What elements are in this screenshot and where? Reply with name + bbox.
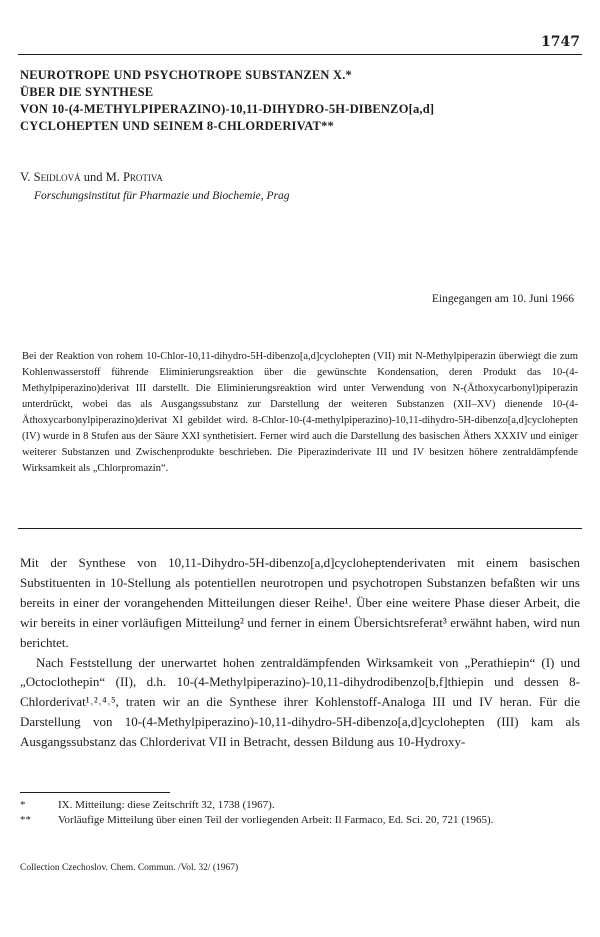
article-body xyxy=(20,553,580,752)
author-name: M. Protiva xyxy=(105,170,163,184)
footnote-text: Vorläufige Mitteilung über einen Teil der vorliegenden Arbeit: Il Farmaco, Ed. Sci. 20, 721 (1965). xyxy=(58,814,494,826)
header-rule xyxy=(18,54,582,55)
abstract: Bei der Reaktion von rohem 10-Chlor-10,11-dihydro-5H-dibenzo[a,d]cyclohepten (VII) mit N-Methylpiperazin überwiegt die zum Kohlenwasserstoff führende Eliminierungsreaktion über die gewünschte Kondensation, deren Produkt das 10-(4-Methylpiperazino)derivat III darstellt. Die Eliminierungsreaktion wird unter Verwendung von N-(Äthoxycarbonyl)piperazin unterdrückt, wobei das als Ausgangssubstanz zur Darstellung der weiteren Substanzen (XII–XV) dienende 10-(4-Äthoxycarbonylpiperazino)derivat XI gebildet wird. 8-Chlor-10-(4-methylpiperazino)-10,11-dihydro-5H-dibenzo[a,d]cyclohepten (IV) wurde in 8 Stufen aus der Säure XXI synthetisiert. Ferner wird auch die Darstellung des basischen Äthers XXXIV und einiger weiterer Substanzen und Zwischenprodukte beschrieben. Die Piperazinderivate III und IV besitzen höhere zentraldämpfende Wirksamkeit als „Chlorpromazin“. xyxy=(22,351,578,474)
footnote xyxy=(20,798,580,813)
journal-citation: Collection Czechoslov. Chem. Commun. /Vol. 32/ (1967) xyxy=(20,863,239,873)
footnote xyxy=(20,813,580,828)
article-title xyxy=(20,67,580,135)
body-paragraph: Mit der Synthese von 10,11-Dihydro-5H-dibenzo[a,d]cycloheptenderivaten mit einem basischen Substituenten in 10-Stellung als potentiellen neurotropen und psychotropen Substanzen befaßten wir uns bereits in einer der vorangehenden Mitteilungen dieser Reihe¹. Über eine weitere Phase dieser Arbeit, die wir bereits in einer vorläufigen Mitteilung² und ferner in einem Übersichtsreferat³ erwähnt haben, wird nun berichtet. xyxy=(20,555,580,650)
title-line: VON 10-(4-METHYLPIPERAZINO)-10,11-DIHYDRO-5H-DIBENZO[a,d] xyxy=(20,102,435,116)
abstract-divider xyxy=(18,528,582,529)
author-conjunction: und xyxy=(80,170,106,184)
page-number: 1747 xyxy=(541,34,580,50)
author-name: V. Seidlová xyxy=(20,170,81,184)
received-date: Eingegangen am 10. Juni 1966 xyxy=(431,293,574,305)
title-line: NEUROTROPE UND PSYCHOTROPE SUBSTANZEN X.* xyxy=(20,68,352,82)
footnotes xyxy=(20,798,580,828)
author-list xyxy=(20,170,163,185)
footnote-text: IX. Mitteilung: diese Zeitschrift 32, 1738 (1967). xyxy=(58,799,275,811)
institute-affiliation: Forschungsinstitut für Pharmazie und Biochemie, Prag xyxy=(34,190,290,202)
body-paragraph: Nach Feststellung der unerwartet hohen zentraldämpfenden Wirksamkeit von „Perathiepin“ (I) und „Octoclothepin“ (II), d.h. 10-(4-Methylpiperazino)-10,11-dihydrodibenzo[b,f]thiepin und dessen 8-Chlorderivat¹˒²˒⁴˒⁵, traten wir an die Synthese ihrer Kohlenstoff-Analoga III und IV heran. Für die Darstellung von 10-(4-Methylpiperazino)-10,11-dihydro-5H-dibenzo[a,d]cyclohepten (III) kam als Ausgangssubstanz das Chlorderivat VII in Betracht, dessen Bildung aus 10-Hydroxy- xyxy=(20,654,580,750)
footnote-rule xyxy=(20,792,170,793)
footnote-mark: * xyxy=(20,799,26,811)
title-line: CYCLOHEPTEN UND SEINEM 8-CHLORDERIVAT** xyxy=(20,119,334,133)
footnote-mark: ** xyxy=(20,814,31,826)
title-line: ÜBER DIE SYNTHESE xyxy=(20,85,154,99)
